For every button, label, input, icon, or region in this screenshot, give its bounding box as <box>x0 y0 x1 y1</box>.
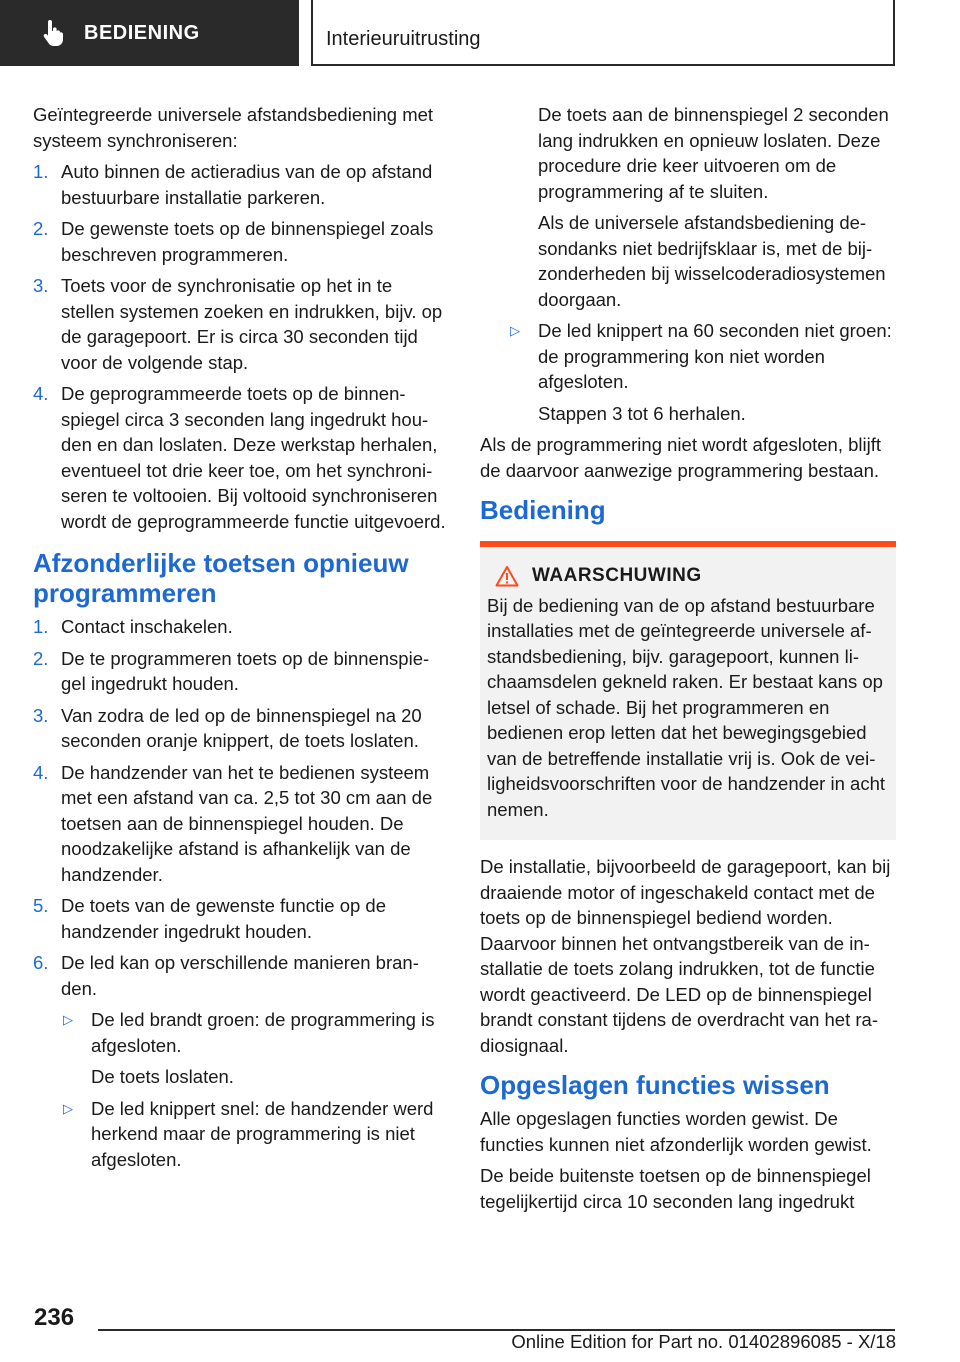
step-number: 3. <box>33 704 49 726</box>
chapter-label: BEDIENING <box>84 21 200 44</box>
bullet-item <box>33 1007 447 1058</box>
warning-title: WAARSCHUWING <box>532 565 702 586</box>
list-item <box>33 216 447 267</box>
section-heading-reprogram: Afzonderlijke toetsen opnieuw programmeren <box>33 548 409 608</box>
page-footer <box>0 1290 960 1362</box>
reprogram-steps-list <box>33 614 447 1001</box>
bullet-followup: De toets loslaten. <box>91 1066 234 1087</box>
bullet-text: De led brandt groen: de programmering is afgesloten. <box>91 1009 435 1056</box>
step-number: 5. <box>33 895 49 916</box>
list-item <box>33 646 447 697</box>
step-text: Van zodra de led op de binnenspiegel na 20 seconden oranje knippert, de toets loslaten. <box>61 704 422 751</box>
warning-box <box>480 541 896 840</box>
step-number: 6. <box>33 952 49 973</box>
warning-triangle-icon <box>495 565 519 587</box>
erase-paragraph: Alle opgeslagen functies worden gewist. De functies kunnen niet afzonderlijk worden gewist. <box>480 1108 872 1155</box>
page-number: 236 <box>34 1304 75 1331</box>
warning-text: Bij de bediening van de op afstand bestuurbare installaties met de geïntegreerde universele afstandsbediening, bijv. garagepoort, kunnen lichaamsdelen gekneld raken. Er bestaat kans op letsel of schade. Bij het programmeren en bedienen erop letten dat het bewegingsgebied van de betreffende installatie vrij is. Ook de veiligheidsvoorschriften voor de handzender in acht nemen. <box>487 594 885 820</box>
section-heading-operation: Bediening <box>480 495 606 525</box>
step-number: 4. <box>33 383 49 404</box>
step-text: De toets van de gewenste functie op de handzender ingedrukt houden. <box>61 895 386 942</box>
list-item <box>33 950 447 1001</box>
closing-paragraph: Als de programmering niet wordt afgesloten, blijft de daarvoor aanwezige programmering bestaan. <box>480 434 882 481</box>
section-title: Interieuruitrusting <box>326 28 481 50</box>
warning-header <box>487 563 888 589</box>
chapter-tab <box>0 0 299 66</box>
step-number: 2. <box>33 218 49 239</box>
list-item <box>33 159 447 210</box>
right-column <box>480 102 896 1220</box>
edition-text: Online Edition for Part no. 01402896085 - X/18 <box>511 1331 896 1352</box>
step-text: De handzender van het te bedienen systeem met een afstand van ca. 2,5 tot 30 cm aan de toetsen aan de binnenspiegel houden. De noodzakelijke afstand is afhankelijk van de handzender. <box>61 761 433 885</box>
operation-paragraph: De installatie, bijvoorbeeld de garagepoort, kan bij draaiende motor of ingeschakeld contact met de toets op de binnenspiegel bediend worden. Daarvoor binnen het ontvangstbereik van de installatie de toets zolang indrukken, tot de functie wordt geactiveerd. De LED op de binnenspiegel brandt constant tijdens de overdracht van het radiosignaal. <box>480 856 891 1056</box>
bullet-text: De led knippert snel: de handzender werd herkend maar de programmering is niet afgesloten. <box>91 1097 434 1170</box>
header-divider <box>893 0 895 66</box>
sync-steps-list <box>33 159 447 534</box>
intro-paragraph: Geïntegreerde universele afstandsbediening met systeem synchroniseren: <box>33 104 434 151</box>
list-item <box>33 703 447 754</box>
continued-paragraph: De toets aan de binnenspiegel 2 seconden lang indrukken en opnieuw loslaten. Deze procedure drie keer uitvoeren om de programmering af te sluiten. <box>538 104 889 202</box>
list-item <box>33 381 447 534</box>
bullet-item <box>480 318 896 395</box>
bullet-followup: Stappen 3 tot 6 herhalen. <box>538 402 746 424</box>
section-heading-erase: Opgeslagen functies wissen <box>480 1070 830 1100</box>
list-item <box>33 760 447 888</box>
step-number: 4. <box>33 761 49 783</box>
hand-pointer-icon <box>42 20 64 46</box>
left-column <box>33 102 447 1178</box>
step-text: Toets voor de synchronisatie op het in te stellen systemen zoeken en indrukken, bijv. op de garagepoort. Er is circa 30 seconden tijd voor de volgende stap. <box>61 275 443 373</box>
step-text: De geprogrammeerde toets op de binnenspiegel circa 3 seconden lang ingedrukt houden en dan loslaten. Deze werkstap herhalen, eventueel tot drie keer toe, om het synchroniseren te voltooien. Bij voltooid synchroniseren wordt de geprogrammeerde functie uitgevoerd. <box>61 383 446 532</box>
list-item <box>33 614 447 640</box>
triangle-right-icon: ▷ <box>63 1012 73 1027</box>
step-text: De te programmeren toets op de binnenspiegel ingedrukt houden. <box>61 647 430 694</box>
step-text: De gewenste toets op de binnenspiegel zoals beschreven programmeren. <box>61 218 434 265</box>
step-number: 1. <box>33 161 49 182</box>
triangle-right-icon: ▷ <box>63 1100 73 1116</box>
step-number: 1. <box>33 616 49 637</box>
step-number: 2. <box>33 647 49 669</box>
header-divider <box>311 0 313 66</box>
bullet-text: De led knippert na 60 seconden niet groen: de programmering kon niet worden afgesloten. <box>538 320 892 392</box>
header-underline <box>311 64 895 66</box>
step-text: De led kan op verschillende manieren branden. <box>61 952 419 999</box>
triangle-right-icon: ▷ <box>510 323 520 338</box>
list-item <box>33 273 447 375</box>
page-header <box>0 0 960 66</box>
step-text: Contact inschakelen. <box>61 616 233 637</box>
continued-paragraph: Als de universele afstandsbediening desondanks niet bedrijfsklaar is, met de bijzonderheden bij wisselcoderadiosystemen doorgaan. <box>538 212 886 310</box>
step-text: Auto binnen de actieradius van de op afstand bestuurbare installatie parkeren. <box>61 161 433 208</box>
bullet-item <box>33 1096 447 1173</box>
step-number: 3. <box>33 275 49 296</box>
erase-paragraph: De beide buitenste toetsen op de binnenspiegel tegelijkertijd circa 10 seconden lang ingedrukt <box>480 1165 871 1212</box>
list-item <box>33 893 447 944</box>
